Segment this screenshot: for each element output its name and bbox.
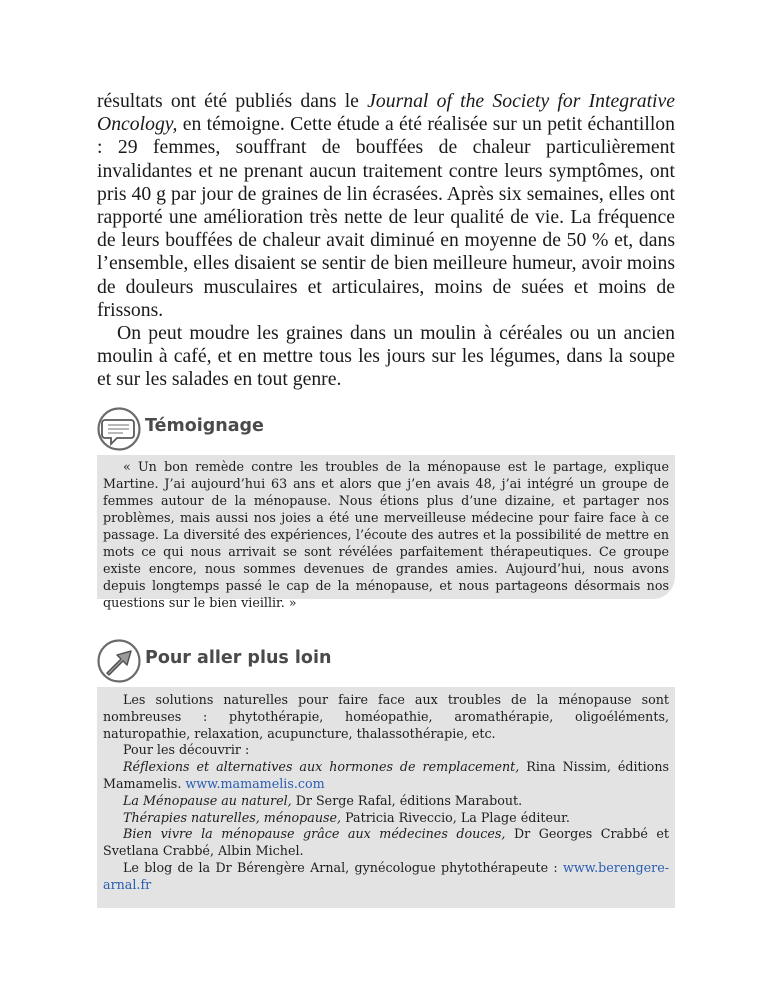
plus-loin-title: Pour aller plus loin — [145, 648, 332, 668]
temoignage-text: « Un bon remède contre les troubles de la ménopause est le partage, explique Martine. J’ai aujourd’hui 63 ans et alors que j’en avais 48, j’ai intégré un groupe de femmes autour de la ménopause. Nous étions plus d’une dizaine, et partager nos problèmes, mais aussi nos joies a été une merveilleuse médecine pour faire face à ce passage. La diversité des expériences, l’écoute des autres et la possibilité de mettre en mots ce qui nous arrivait se sont révélées parfaitement thérapeutiques. Ce groupe existe encore, nous sommes devenues de grandes amies. Aujourd’hui, nous avons depuis longtemps passé le cap de la ménopause, et nous partageons désormais nos questions sur le bien vieillir. » — [103, 459, 669, 610]
temoignage-title: Témoignage — [145, 416, 264, 436]
blog-reference: Le blog de la Dr Bérengère Arnal, gynécologue phytothérapeute : www.berengere-arnal.fr — [103, 859, 669, 892]
plus-loin-heading — [97, 639, 497, 685]
speech-bubble-icon — [97, 407, 141, 451]
arrow-up-right-icon — [97, 639, 141, 683]
plus-loin-discover: Pour les découvrir : — [123, 742, 250, 758]
reference-item: La Ménopause au naturel, Dr Serge Rafal, éditions Marabout. — [123, 792, 523, 808]
reference-item: Bien vivre la ménopause grâce aux médecines douces, Dr Georges Crabbé et Svetlana Crabbé, Albin Michel. — [103, 826, 669, 859]
plus-loin-intro: Les solutions naturelles pour faire face aux troubles de la ménopause sont nombreuses : phytothérapie, homéopathie, aromathérapie, oligoéléments, naturopathie, relaxation, acupuncture, thalassothérapie, etc. — [103, 692, 669, 741]
main-text — [97, 90, 675, 392]
berengere-arnal-link[interactable]: www.berengere-arnal.fr — [103, 859, 669, 892]
temoignage-heading — [97, 407, 497, 453]
mamamelis-link[interactable]: www.mamamelis.com — [185, 775, 325, 791]
reference-item: Thérapies naturelles, ménopause, Patricia Riveccio, La Plage éditeur. — [123, 809, 570, 825]
plus-loin-box — [97, 687, 675, 908]
paragraph-study: résultats ont été publiés dans le Journal of the Society for Integrative Oncology, en témoigne. Cette étude a été réalisée sur un petit échantillon : 29 femmes, souffrant de bouffées de chaleur particulièrement invalidantes et ne prenant aucun traitement contre leurs symptômes, ont pris 40 g par jour de graines de lin écrasées. Après six semaines, elles ont rapporté une amélioration très nette de leur qualité de vie. La fréquence de leurs bouffées de chaleur avait diminué en moyenne de 50 % et, dans l’ensemble, elles disaient se sentir de bien meilleure humeur, avoir moins de douleurs musculaires et articulaires, moins de suées et moins de frissons. — [97, 90, 675, 321]
temoignage-box — [97, 455, 675, 610]
paragraph-usage: On peut moudre les graines dans un moulin à céréales ou un ancien moulin à café, et en mettre tous les jours sur les légumes, dans la soupe et sur les salades en tout genre. — [97, 322, 675, 391]
journal-title: Journal of the Society for Integrative Oncology, — [97, 90, 675, 136]
reference-item: Réflexions et alternatives aux hormones de remplacement, Rina Nissim, éditions Mamamelis. www.mamamelis.com — [103, 759, 669, 791]
